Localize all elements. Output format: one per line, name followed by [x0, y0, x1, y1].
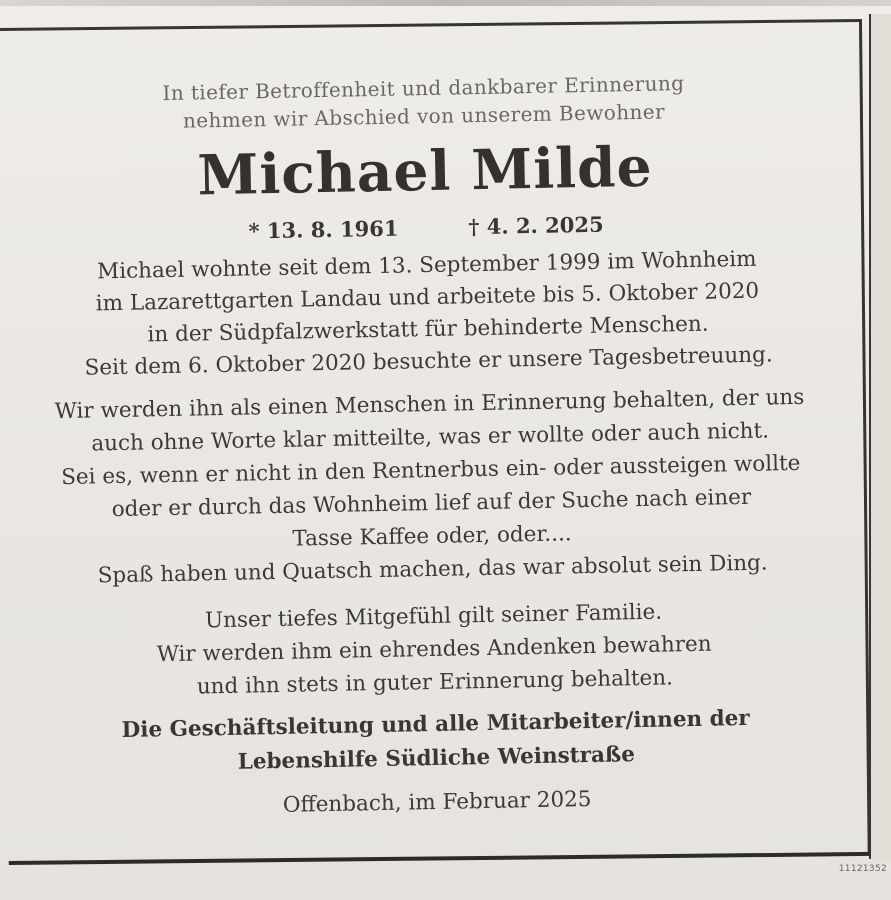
biography-paragraph — [0, 242, 859, 386]
text-line: Spaß haben und Quatsch machen, das war absolut sein Ding. — [97, 550, 768, 589]
death-date: † 4. 2. 2025 — [468, 211, 604, 240]
condolence-paragraph — [3, 592, 865, 707]
birth-date: * 13. 8. 1961 — [248, 215, 399, 244]
intro-line: In tiefer Betroffenheit und dankbarer Erinnerung — [162, 71, 685, 106]
intro-text — [0, 66, 854, 138]
text-line: Seit dem 6. Oktober 2020 besuchte er unsere Tagesbetreuung. — [84, 342, 773, 381]
intro-line: nehmen wir Abschied von unserem Bewohner — [182, 99, 666, 133]
signature-block — [5, 700, 866, 784]
text-line: und ihn stets in guter Erinnerung behalten. — [196, 665, 674, 700]
text-line: Wir werden ihn als einen Menschen in Erinnerung behalten, der uns — [54, 384, 805, 425]
text-line: in der Südpfalzwerkstatt für behinderte Menschen. — [147, 311, 709, 348]
signature-line: Lebenshilfe Südliche Weinstraße — [237, 742, 636, 775]
text-line: Unser tiefes Mitgefühl gilt seiner Familie. — [204, 599, 663, 634]
signature-line: Die Geschäftsleitung und alle Mitarbeiter/innen der — [121, 705, 750, 743]
adjacent-column-edge — [869, 14, 891, 859]
text-line: auch ohne Worte klar mitteilte, was er wollte oder auch nicht. — [91, 418, 770, 457]
memory-paragraph — [0, 380, 863, 594]
text-line: Tasse Kaffee oder, oder.... — [292, 521, 572, 552]
text-line: Sei es, wenn er nicht in den Rentnerbus ein- oder aussteigen wollte — [60, 450, 801, 491]
place-and-date: Offenbach, im Februar 2025 — [282, 786, 592, 818]
text-line: Wir werden ihm ein ehrendes Andenken bewahren — [156, 631, 712, 668]
text-line: im Lazarettgarten Landau und arbeitete bis 5. Oktober 2020 — [95, 278, 760, 317]
text-line: oder er durch das Wohnheim lief auf der Suche nach einer — [111, 484, 752, 523]
deceased-name: Michael Milde — [196, 133, 654, 208]
ad-reference-number: 11121352 — [838, 864, 887, 874]
text-line: Michael wohnte seit dem 13. September 1999 im Wohnheim — [96, 246, 757, 285]
